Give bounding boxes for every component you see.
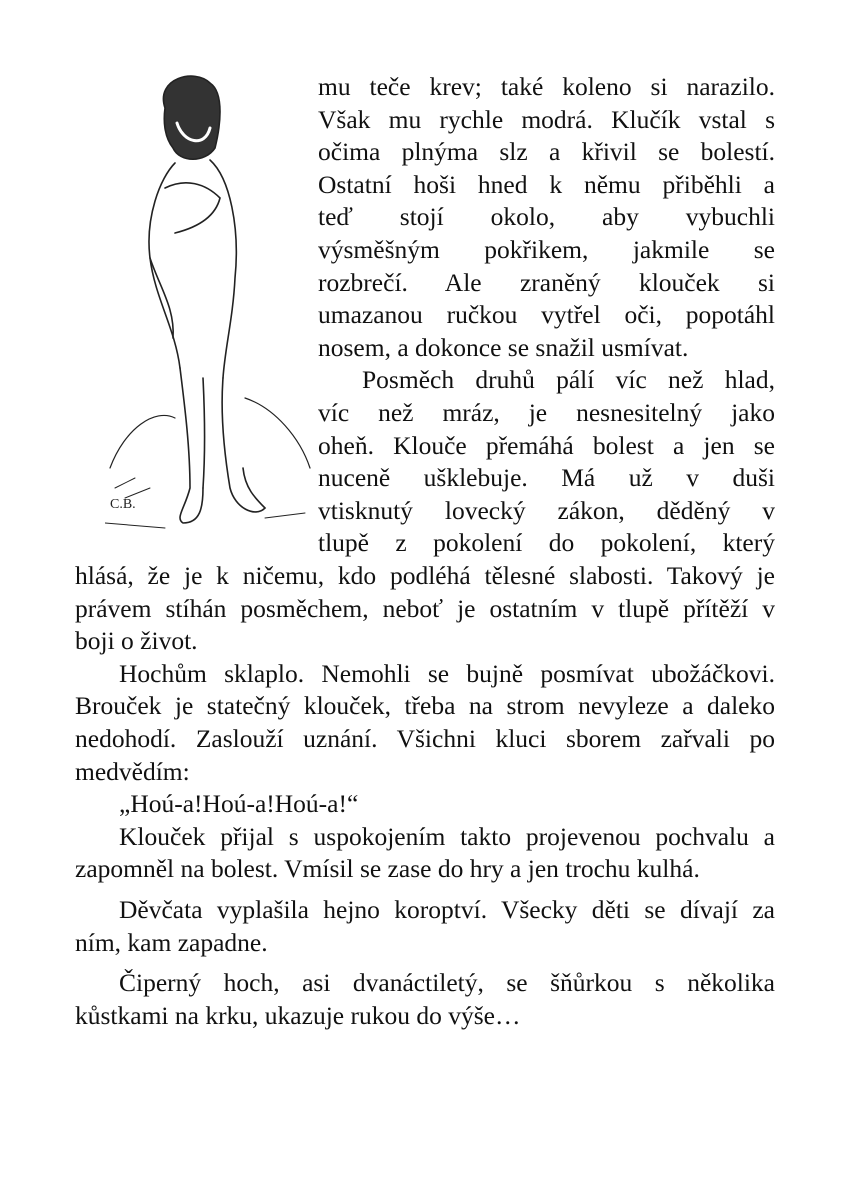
text-line: hlásá, že je k ničemu, kdo podléhá tělesné slabosti. Takový je xyxy=(75,561,775,590)
text-line: mu teče krev; také koleno si narazilo. xyxy=(318,72,775,101)
text-line: nosem, a dokonce se snažil usmívat. xyxy=(318,332,689,362)
text-line: ním, kam zapadne. xyxy=(75,927,268,957)
text-line: medvědím: xyxy=(75,756,190,786)
text-line: výsměšným pokřikem, jakmile se xyxy=(318,235,775,264)
text-line: „Hoú-a!Hoú-a!Hoú-a!“ xyxy=(119,789,359,819)
text-line: nedohodí. Zaslouží uznání. Všichni kluci sborem zařvali po xyxy=(75,724,775,753)
text-line: umazanou ručkou vytřel oči, popotáhl xyxy=(318,300,775,330)
text-line: tlupě z pokolení do pokolení, který xyxy=(318,528,775,558)
text-line: nuceně ušklebuje. Má už v duši xyxy=(318,463,775,493)
text-line: zapomněl na bolest. Vmísil se zase do hry a jen trochu kulhá. xyxy=(75,854,700,884)
text-line: boji o život. xyxy=(75,626,198,656)
text-line: právem stíhán posměchem, neboť je ostatním v tlupě přítěží v xyxy=(75,593,775,623)
text-line: teď stojí okolo, aby vybuchli xyxy=(318,202,775,232)
text-line: rozbrečí. Ale zraněný klouček si xyxy=(318,267,775,297)
text-line: Ostatní hoši hned k němu přiběhli a xyxy=(318,169,775,199)
text-line: Děvčata vyplašila hejno koroptví. Všecky děti se dívají za xyxy=(119,895,775,924)
text-line: Brouček je statečný klouček, třeba na strom nevyleze a daleko xyxy=(75,691,775,721)
text-line: oheň. Klouče přemáhá bolest a jen se xyxy=(318,430,775,460)
text-line: očima plnýma slz a křivil se bolestí. xyxy=(318,137,775,167)
text-line: Čiperný hoch, asi dvanáctiletý, se šňůrkou s několika xyxy=(119,968,775,998)
boy-illustration xyxy=(105,68,320,538)
text-line: Však mu rychle modrá. Klučík vstal s xyxy=(318,104,775,134)
text-line: Posměch druhů pálí víc než hlad, xyxy=(362,365,775,395)
text-line: víc než mráz, je nesnesitelný jako xyxy=(318,398,775,427)
text-line: Klouček přijal s uspokojením takto projevenou pochvalu a xyxy=(119,821,775,851)
text-line: vtisknutý lovecký zákon, děděný v xyxy=(318,495,775,525)
text-line: kůstkami na krku, ukazuje rukou do výše… xyxy=(75,1000,521,1030)
text-line: Hochům sklaplo. Nemohli se bujně posmívat ubožáčkovi. xyxy=(119,658,775,688)
artist-signature: C.B. xyxy=(110,497,136,512)
